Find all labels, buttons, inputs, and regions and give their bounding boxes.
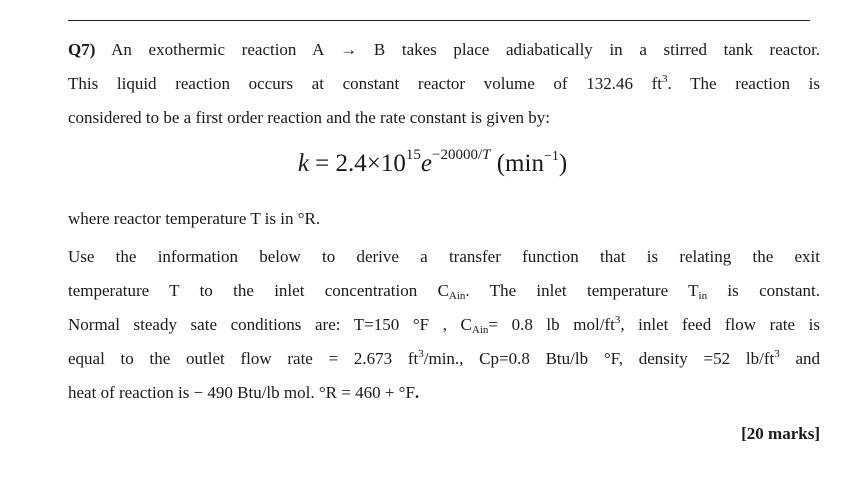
rate-constant-equation: $k = 2.4\times 10^{15}e^{-20000/T}$ $(\min^{-1})$	[297, 147, 568, 177]
temperature-note: where reactor temperature T is in °R.	[68, 209, 321, 228]
question-body: Use the information below to derive a transfer function that is relating the exit temperature T to the inlet concentration $C_{Ain}$. The inlet temperature $T_{in}$ is constant. Normal steady sate conditions are: T=150 °F , $C_{Ain}= 0.8$ lb mol/$ft^3$, inlet feed flow rate is equal to the outlet flow rate = 2.673 $ft^3/\min$., Cp=0.8 Btu/lb °F, density =52 $lb/ft^3$ and heat of reaction is − 490 Btu/lb mol. °R = 460 + °F.	[68, 247, 820, 402]
top-divider	[68, 20, 810, 21]
marks-label: [20 marks]	[741, 424, 820, 443]
question-number: Q7)	[68, 40, 96, 59]
question-intro: Q7) An exothermic reaction A → B takes place adiabatically in a stirred tank reactor. This liquid reaction occurs at constant reactor volume of 132.46 $ft^3$. The reaction is considered to be a first order reaction and the rate constant is given by:	[68, 40, 821, 127]
